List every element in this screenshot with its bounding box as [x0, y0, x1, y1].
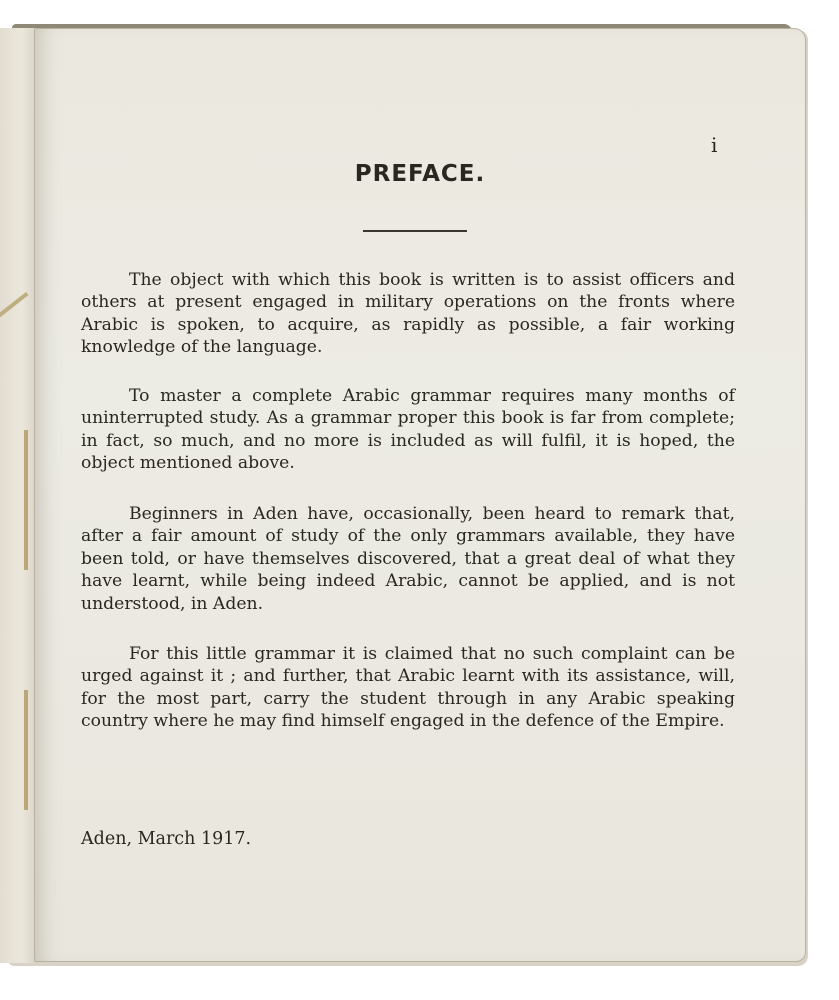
page-number: i	[711, 133, 718, 157]
title-rule	[363, 230, 467, 232]
page-title: PREFACE.	[354, 161, 486, 187]
signature-date: Aden, March 1917.	[81, 829, 252, 849]
paragraph-4: For this little grammar it is claimed that no such complaint can be urged against it ; and further, that Arabic learnt with its assistance, will, for the most part, carry the student through in any Arabic speaking country where he may find himself engaged in the defence of the Empire.	[81, 644, 735, 732]
preface-page	[34, 28, 806, 962]
binding-thread	[24, 430, 28, 570]
left-page-edge	[0, 28, 37, 963]
paragraph-1: The object with which this book is written is to assist officers and others at present engaged in military operations on the fronts where Arabic is spoken, to acquire, as rapidly as possible, a fair working knowledge of the language.	[81, 270, 735, 358]
paragraph-2: To master a complete Arabic grammar requires many months of uninterrupted study. As a grammar proper this book is far from complete; in fact, so much, and no more is included as will fulfil, it is hoped, the object mentioned above.	[81, 386, 735, 474]
paragraph-3: Beginners in Aden have, occasionally, been heard to remark that, after a fair amount of study of the only grammars available, they have been told, or have themselves discovered, that a great deal of what they have learnt, while being indeed Arabic, cannot be applied, and is not understood, in Aden.	[81, 504, 735, 614]
binding-thread	[24, 690, 28, 810]
